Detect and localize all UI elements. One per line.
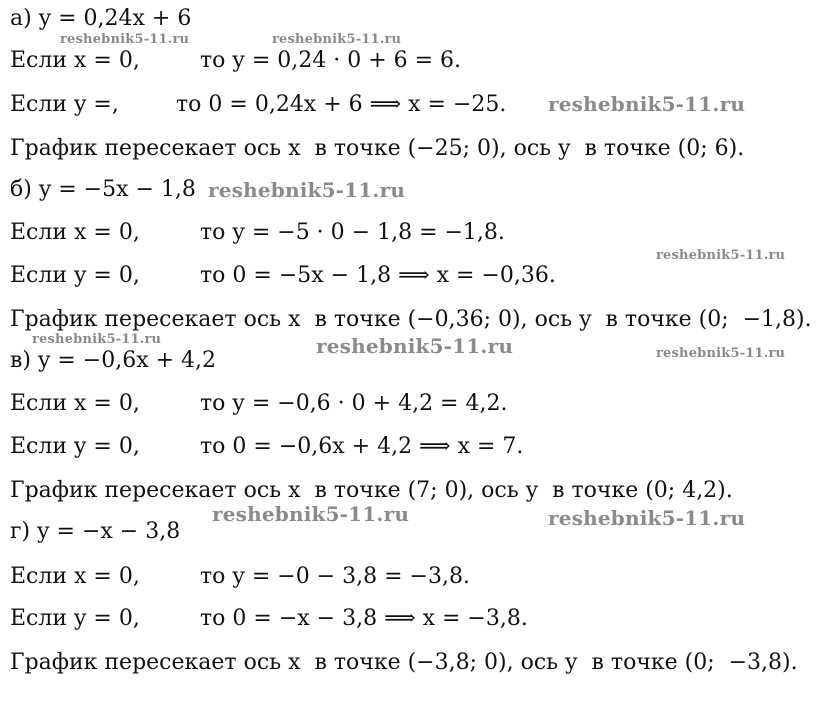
section-v-line1-result: то y = −0,6 · 0 + 4,2 = 4,2.	[200, 391, 508, 416]
section-b-line1-result: то y = −5 · 0 − 1,8 = −1,8.	[200, 220, 505, 245]
section-a-line1-result: то y = 0,24 · 0 + 6 = 6.	[200, 48, 462, 73]
watermark: reshebnik5-11.ru	[212, 502, 410, 526]
section-a-line2-result: то 0 = 0,24x + 6 ⟹ x = −25.	[176, 92, 507, 117]
section-b-summary: График пересекает ось x в точке (−0,36; 0), ось y в точке (0; −1,8).	[10, 307, 812, 332]
section-g-line2-result: то 0 = −x − 3,8 ⟹ x = −3,8.	[200, 606, 528, 631]
watermark: reshebnik5-11.ru	[548, 506, 746, 530]
section-b-line2-condition: Если y = 0,	[10, 263, 140, 288]
section-b-heading: б) y = −5x − 1,8	[10, 177, 196, 202]
section-a-line1-condition: Если x = 0,	[10, 48, 140, 73]
watermark: reshebnik5-11.ru	[272, 32, 402, 47]
section-b-line2-result: то 0 = −5x − 1,8 ⟹ x = −0,36.	[200, 263, 556, 288]
section-v-line2-condition: Если y = 0,	[10, 434, 140, 459]
section-a-line2-condition: Если y =,	[10, 92, 119, 117]
section-v-heading: в) y = −0,6x + 4,2	[10, 348, 217, 373]
section-v-line1-condition: Если x = 0,	[10, 391, 140, 416]
watermark: reshebnik5-11.ru	[548, 92, 746, 116]
watermark: reshebnik5-11.ru	[316, 334, 514, 358]
watermark: reshebnik5-11.ru	[208, 178, 406, 202]
section-v-line2-result: то 0 = −0,6x + 4,2 ⟹ x = 7.	[200, 434, 524, 459]
section-v-summary: График пересекает ось x в точке (7; 0), ось y в точке (0; 4,2).	[10, 478, 733, 503]
section-b-line1-condition: Если x = 0,	[10, 220, 140, 245]
section-a-summary: График пересекает ось x в точке (−25; 0), ось y в точке (0; 6).	[10, 136, 745, 161]
section-a-heading: а) y = 0,24x + 6	[10, 6, 192, 31]
section-g-heading: г) y = −x − 3,8	[10, 519, 181, 544]
watermark: reshebnik5-11.ru	[656, 346, 786, 361]
watermark: reshebnik5-11.ru	[656, 248, 786, 263]
section-g-line1-result: то y = −0 − 3,8 = −3,8.	[200, 564, 470, 589]
section-g-line2-condition: Если y = 0,	[10, 606, 140, 631]
watermark: reshebnik5-11.ru	[60, 32, 190, 47]
section-g-summary: График пересекает ось x в точке (−3,8; 0), ось y в точке (0; −3,8).	[10, 650, 798, 675]
section-g-line1-condition: Если x = 0,	[10, 564, 140, 589]
watermark: reshebnik5-11.ru	[32, 332, 162, 347]
